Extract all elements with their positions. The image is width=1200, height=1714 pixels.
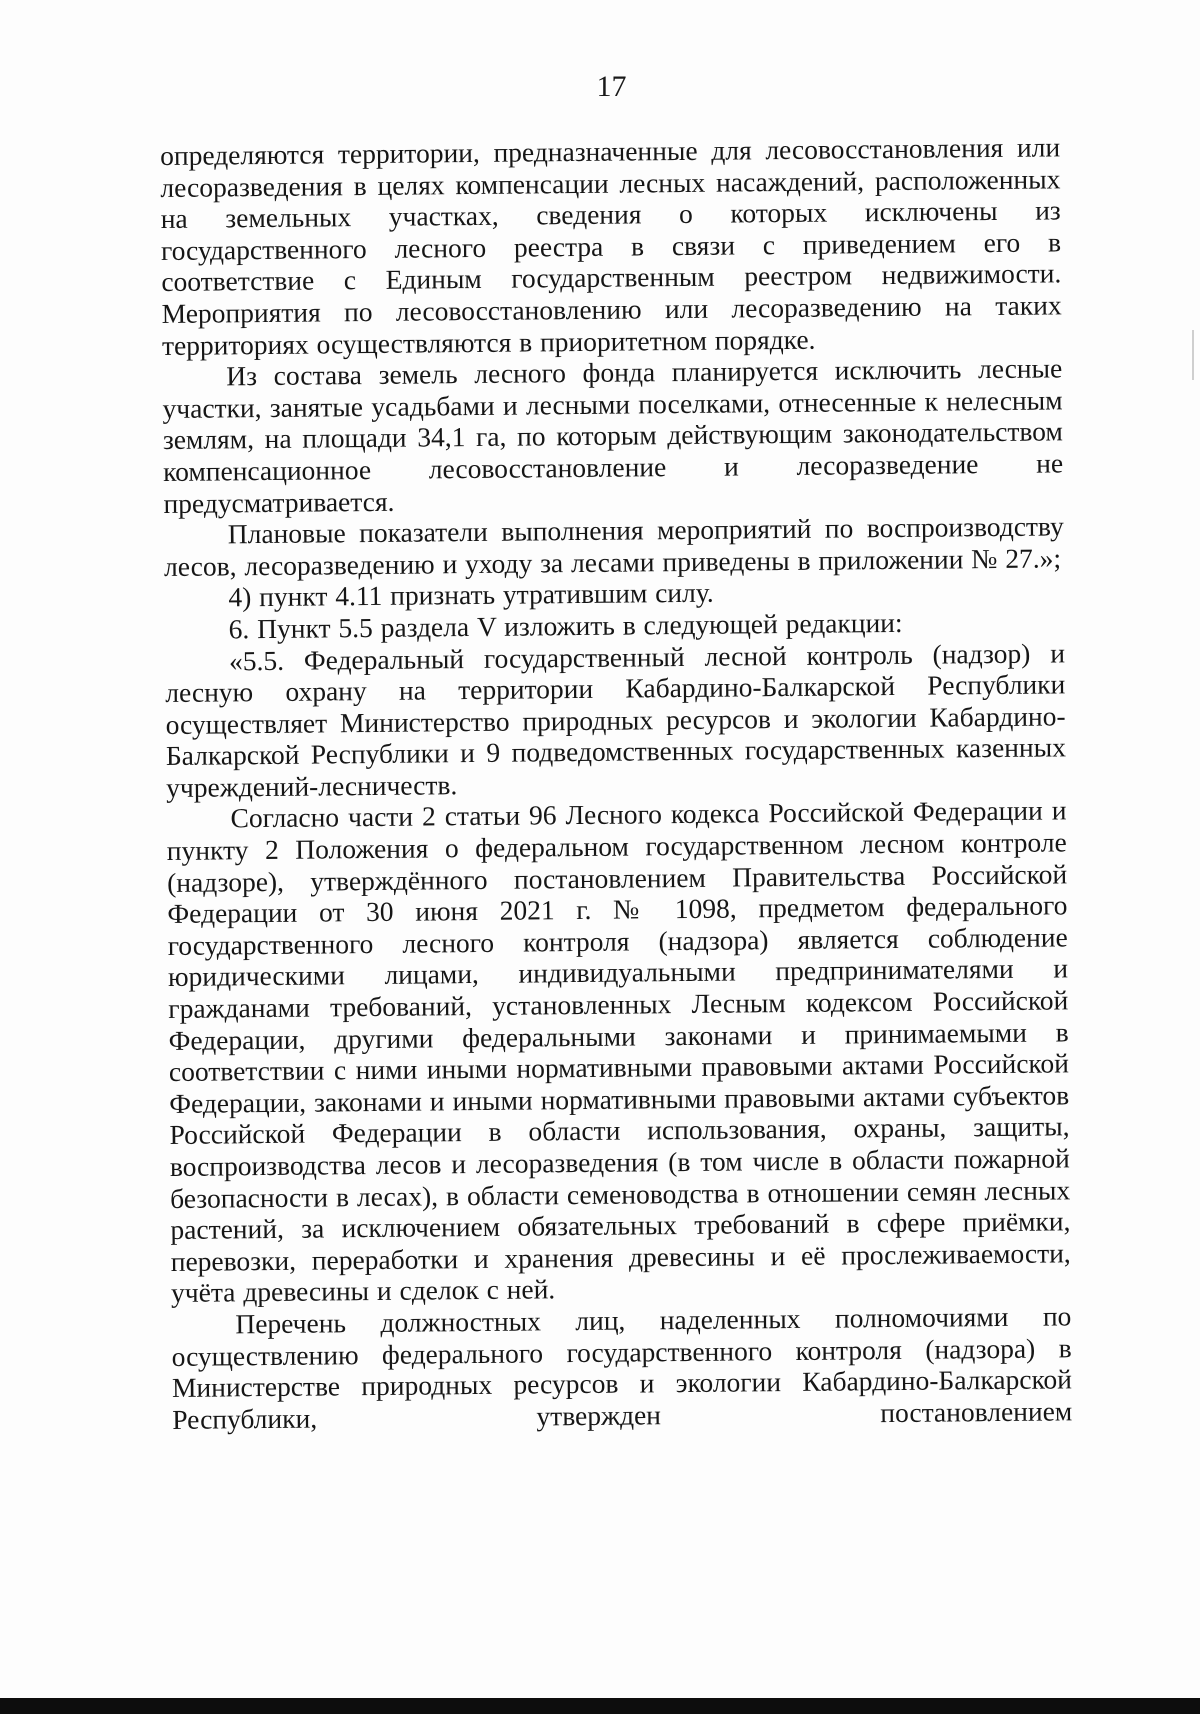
paragraph-item-5-5-text: «5.5. Федеральный государственный лесной контроль (надзор) и лесную охрану на территории Кабардино-Балкарской Республики осуществляет Министерство природных ресурсов и экологии Кабардино-Балкарской Республики и 9 подведомственных государственных казенных учреждений-лесничеств. xyxy=(165,636,1067,803)
paragraph-forest-code-article-96: Согласно части 2 статьи 96 Лесного кодекса Российской Федерации и пункту 2 Положения о федеральном государственном лесном контроле (надзоре), утверждённого постановлением Правительства Российской Федерации от 30 июня 2021 г. № 1098, предметом федерального государственного лесного контроля (надзора) является соблюдение юридическими лицами, индивидуальными предпринимателями и гражданами требований, установленных Лесным кодексом Российской Федерации, другими федеральными законами и принимаемыми в соответствии с ними иными нормативными правовыми актами Российской Федерации, законами и иными нормативными правовыми актами субъектов Российской Федерации в области использования, охраны, защиты, воспроизводства лесов и лесоразведения (в том числе в области пожарной безопасности в лесах), в области семеноводства в отношении семян лесных растений, за исключением обязательных требований в сфере приёмки, перевозки, переработки и хранения древесины и её прослеживаемости, учёта древесины и сделок с ней. xyxy=(166,794,1071,1309)
paragraph-compensation-territories: определяются территории, предназначенные для лесовосстановления или лесоразведения в целях компенсации лесных насаждений, расположенных на земельных участках, сведения о которых исключены из государственного лесного реестра в связи с приведением его в соответствие с Единым государственным реестром недвижимости. Мероприятия по лесовосстановлению или лесоразведению на таких территориях осуществляются в приоритетном порядке. xyxy=(160,131,1062,361)
scan-bottom-band xyxy=(0,1698,1200,1714)
page-number: 17 xyxy=(596,70,627,103)
scan-edge-mark xyxy=(1192,330,1194,380)
paragraph-item-4-11: 4) пункт 4.11 признать утратившим силу. xyxy=(228,577,714,613)
paragraph-officials-list: Перечень должностных лиц, наделенных полномочиями по осуществлению федерального государственного контроля (надзора) в Министерстве природных ресурсов и экологии Кабардино-Балкарской Республики, утвержден постановлением xyxy=(171,1300,1073,1435)
paragraph-land-exclusion: Из состава земель лесного фонда планируется исключить лесные участки, занятые усадьбами и лесными поселками, отнесенные к нелесным землям, на площади 34,1 га, по которым действующим законодательством компенсационное лесовосстановление и лесоразведение не предусматривается. xyxy=(162,352,1064,519)
paragraph-planned-indicators: Плановые показатели выполнения мероприятий по воспроизводству лесов, лесоразведению и уходу за лесами приведены в приложении № 27.»; xyxy=(163,510,1064,582)
paragraph-item-5-5-intro: 6. Пункт 5.5 раздела V изложить в следующей редакции: xyxy=(228,606,903,645)
document-body xyxy=(160,131,1072,1435)
